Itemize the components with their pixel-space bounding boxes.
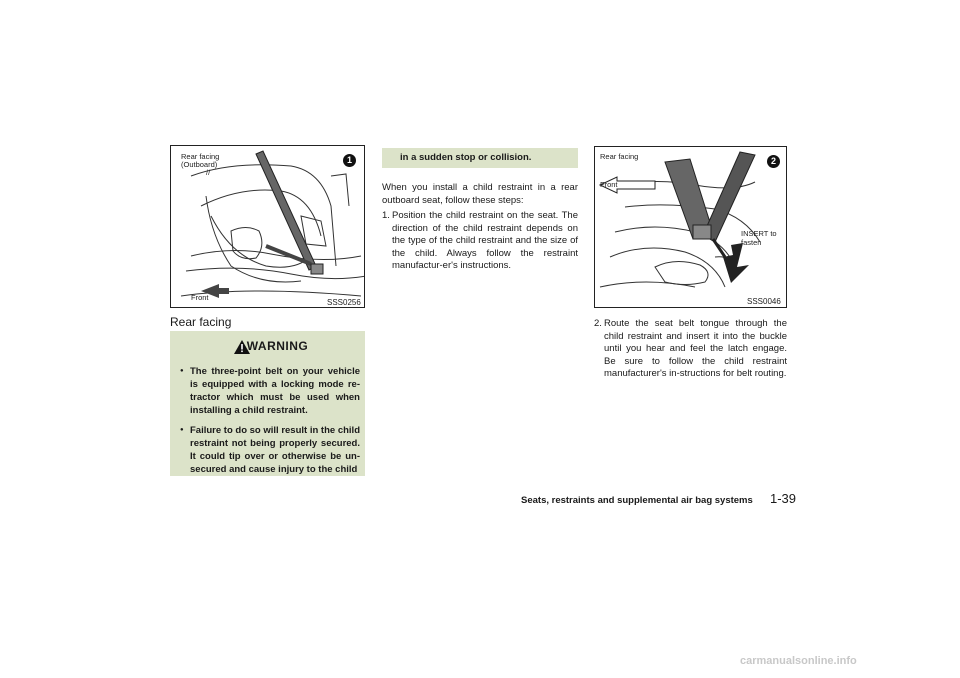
warning-continued: in a sudden stop or collision. (382, 148, 578, 168)
label-front: Front (600, 180, 618, 189)
step-text: Route the seat belt tongue through the child restraint and insert it into the buckle until you hear and feel the latch engage. Be sure to follow the child restraint manufacturer's in-structions for belt routing. (604, 318, 787, 379)
label-rear-facing: Rear facing (600, 152, 639, 161)
label-fasten: fasten (741, 238, 762, 247)
label-front: Front (191, 293, 209, 302)
step-2 (594, 318, 787, 379)
step-text: Position the child restraint on the seat. The direction of the child restraint depends on the type of the child restraint and the size of the child. Always follow the restraint manufactur-er's instructions. (392, 210, 578, 271)
page-number: 1-39 (770, 491, 797, 506)
warning-title: WARNING (246, 339, 309, 353)
figure-number-badge: 1 (343, 154, 356, 167)
warning-box (170, 331, 365, 476)
label-marks: // (206, 168, 211, 177)
section-heading: Rear facing (170, 315, 232, 329)
warning-list (180, 365, 360, 483)
figure-insert-belt (594, 146, 787, 308)
figure-rear-facing-seat (170, 145, 365, 308)
step-number: 2. (594, 318, 602, 329)
warning-item: ● The three-point belt on your vehicle is equipped with a locking mode re-tractor which must be used when installing a child restraint. (180, 365, 360, 417)
label-outboard: (Outboard) (181, 160, 218, 169)
figure-number-badge: 2 (767, 155, 780, 168)
watermark-text: carmanualsonline.info (740, 655, 857, 667)
step-1 (382, 210, 578, 271)
step-number: 1. (382, 210, 390, 221)
label-insert: INSERT to (741, 229, 777, 238)
label-rear-facing: Rear facing (181, 152, 220, 161)
figure-code: SSS0256 (327, 298, 361, 307)
figure-code: SSS0046 (747, 297, 781, 306)
footer-section-title: Seats, restraints and supplemental air bag systems (521, 495, 753, 506)
intro-paragraph: When you install a child restraint in a rear outboard seat, follow these steps: (382, 182, 578, 206)
child-seat-illustration (171, 146, 365, 308)
belt-buckle-illustration (595, 147, 787, 308)
warning-item: ● Failure to do so will result in the child restraint not being properly secured. It could tip over or otherwise be un-secured and cause injury to the child (180, 424, 360, 476)
